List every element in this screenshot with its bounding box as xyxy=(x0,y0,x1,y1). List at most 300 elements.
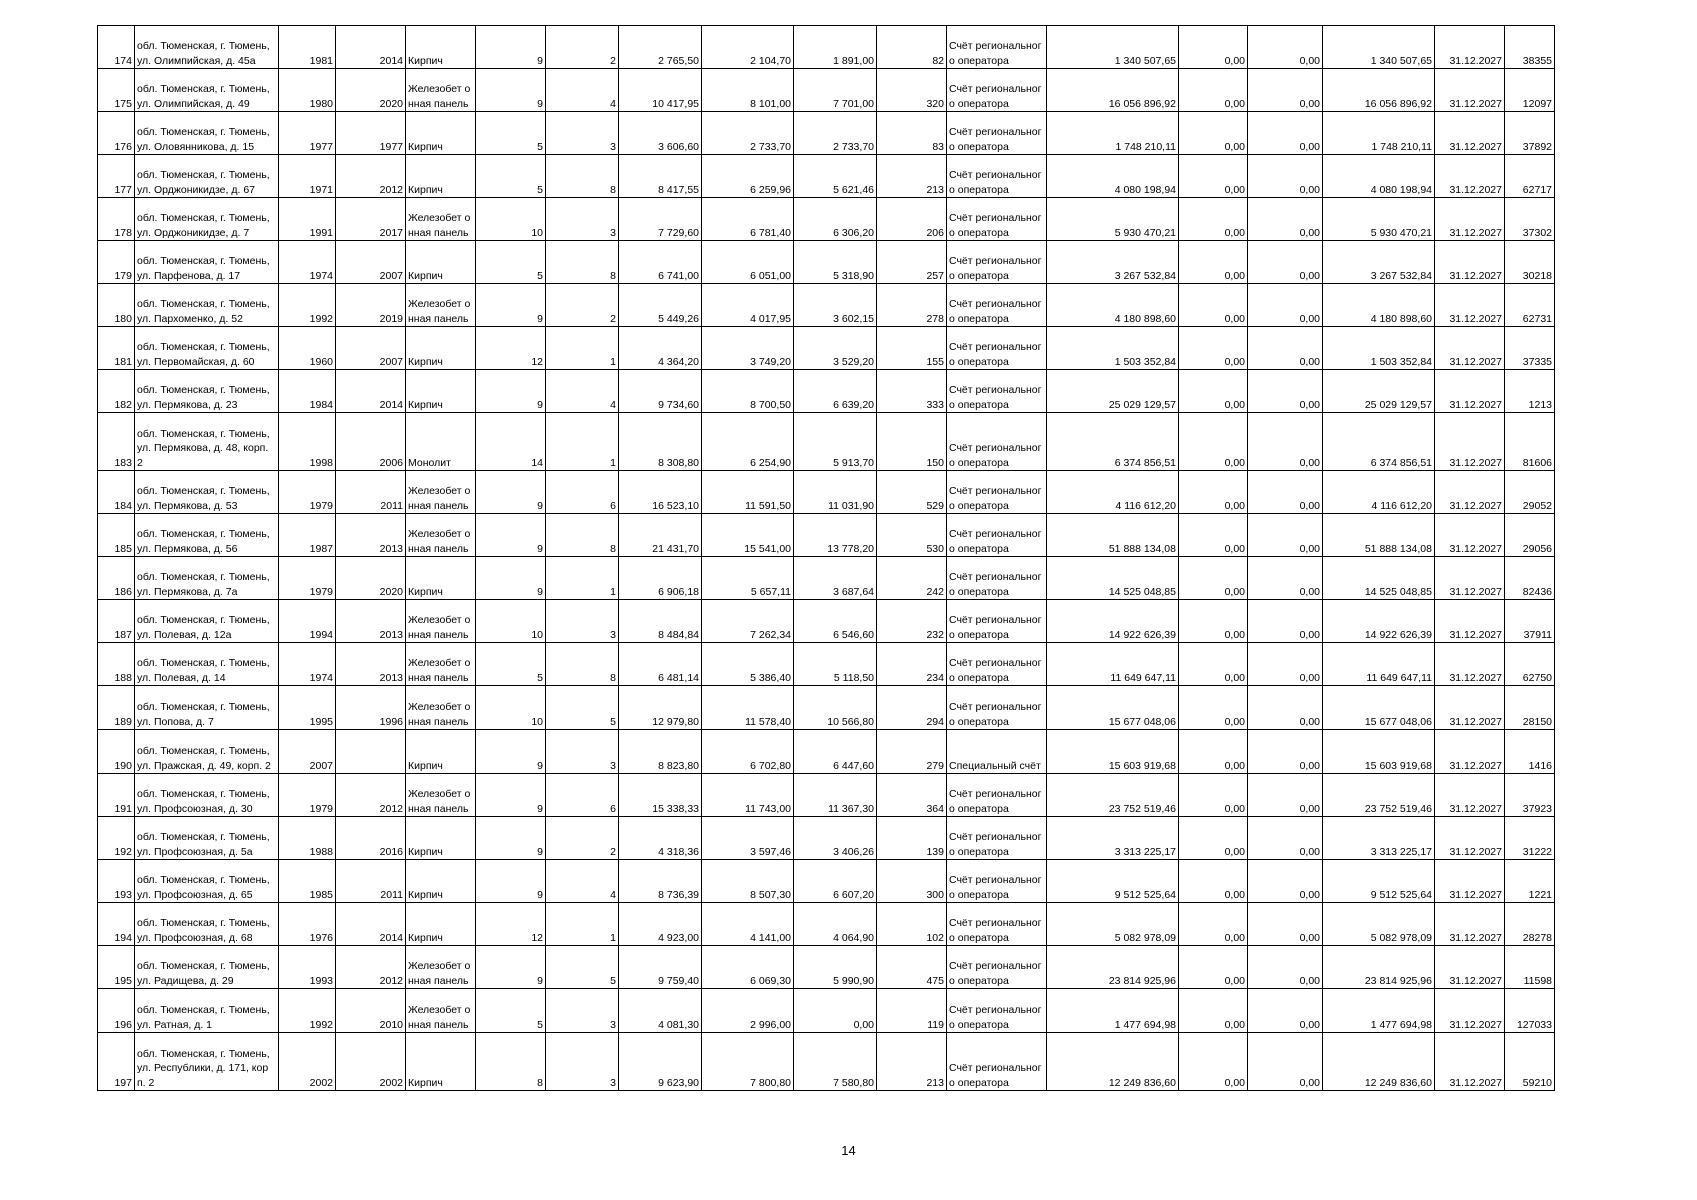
cell-deadline: 31.12.2027 xyxy=(1435,413,1505,471)
cell-repair-year: 2012 xyxy=(336,946,406,989)
cell-total-cost: 6 374 856,51 xyxy=(1047,413,1179,471)
cell-total-area: 6 741,00 xyxy=(619,241,702,284)
cell-living-area: 5 386,40 xyxy=(702,643,794,686)
cell-total-area: 3 606,60 xyxy=(619,112,702,155)
cell-owner-cost: 4 080 198,94 xyxy=(1323,155,1435,198)
cell-entrances: 1 xyxy=(546,903,619,946)
cell-fund-method: Счёт регионального оператора xyxy=(947,903,1047,946)
cell-residential-area: 3 602,15 xyxy=(794,284,877,327)
cell-entrances: 4 xyxy=(546,69,619,112)
cell-total-cost: 5 082 978,09 xyxy=(1047,903,1179,946)
cell-residential-area: 10 566,80 xyxy=(794,686,877,730)
cell-fund-cost: 0,00 xyxy=(1179,69,1248,112)
cell-deadline: 31.12.2027 xyxy=(1435,327,1505,370)
cell-living-area: 4 141,00 xyxy=(702,903,794,946)
cell-living-area: 2 733,70 xyxy=(702,112,794,155)
cell-row-number: 188 xyxy=(98,643,135,686)
cell-deadline: 31.12.2027 xyxy=(1435,600,1505,643)
table-row xyxy=(98,1033,1555,1091)
cell-house-id: 28150 xyxy=(1505,686,1555,730)
cell-build-year: 1994 xyxy=(279,600,336,643)
cell-wall-material: Кирпич xyxy=(406,903,476,946)
cell-wall-material: Железобет онная панель xyxy=(406,471,476,514)
cell-total-area: 8 308,80 xyxy=(619,413,702,471)
cell-address: обл. Тюменская, г. Тюмень, ул. Профсоюзная, д. 68 xyxy=(135,903,279,946)
cell-total-area: 9 759,40 xyxy=(619,946,702,989)
cell-total-cost: 1 340 507,65 xyxy=(1047,26,1179,69)
cell-residents: 206 xyxy=(877,198,947,241)
cell-living-area: 8 700,50 xyxy=(702,370,794,413)
cell-entrances: 8 xyxy=(546,241,619,284)
cell-floors: 5 xyxy=(476,155,546,198)
cell-other-cost: 0,00 xyxy=(1248,989,1323,1033)
cell-owner-cost: 5 082 978,09 xyxy=(1323,903,1435,946)
cell-residential-area: 6 546,60 xyxy=(794,600,877,643)
cell-house-id: 12097 xyxy=(1505,69,1555,112)
cell-living-area: 6 254,90 xyxy=(702,413,794,471)
cell-total-area: 4 364,20 xyxy=(619,327,702,370)
cell-wall-material: Кирпич xyxy=(406,155,476,198)
table-row xyxy=(98,69,1555,112)
cell-living-area: 6 702,80 xyxy=(702,730,794,774)
cell-residential-area: 6 639,20 xyxy=(794,370,877,413)
cell-house-id: 82436 xyxy=(1505,557,1555,600)
cell-row-number: 180 xyxy=(98,284,135,327)
cell-owner-cost: 1 748 210,11 xyxy=(1323,112,1435,155)
cell-total-area: 10 417,95 xyxy=(619,69,702,112)
cell-residential-area: 5 990,90 xyxy=(794,946,877,989)
cell-other-cost: 0,00 xyxy=(1248,198,1323,241)
cell-address: обл. Тюменская, г. Тюмень, ул. Пермякова, д. 53 xyxy=(135,471,279,514)
housing-register-table xyxy=(97,25,1555,1091)
cell-deadline: 31.12.2027 xyxy=(1435,198,1505,241)
cell-fund-method: Счёт регионального оператора xyxy=(947,946,1047,989)
cell-house-id: 81606 xyxy=(1505,413,1555,471)
cell-entrances: 6 xyxy=(546,471,619,514)
cell-build-year: 2007 xyxy=(279,730,336,774)
cell-repair-year: 2011 xyxy=(336,471,406,514)
cell-fund-method: Счёт регионального оператора xyxy=(947,514,1047,557)
cell-fund-method: Счёт регионального оператора xyxy=(947,155,1047,198)
cell-wall-material: Железобет онная панель xyxy=(406,69,476,112)
cell-residents: 213 xyxy=(877,1033,947,1091)
cell-address: обл. Тюменская, г. Тюмень, ул. Орджоникидзе, д. 7 xyxy=(135,198,279,241)
cell-address: обл. Тюменская, г. Тюмень, ул. Полевая, д. 12а xyxy=(135,600,279,643)
cell-address: обл. Тюменская, г. Тюмень, ул. Парфенова, д. 17 xyxy=(135,241,279,284)
cell-wall-material: Кирпич xyxy=(406,370,476,413)
table-row xyxy=(98,471,1555,514)
table-row xyxy=(98,26,1555,69)
cell-living-area: 2 104,70 xyxy=(702,26,794,69)
cell-row-number: 186 xyxy=(98,557,135,600)
table-row xyxy=(98,557,1555,600)
table-body xyxy=(98,26,1555,1091)
cell-entrances: 6 xyxy=(546,774,619,817)
cell-fund-cost: 0,00 xyxy=(1179,198,1248,241)
cell-repair-year: 2014 xyxy=(336,370,406,413)
cell-residents: 234 xyxy=(877,643,947,686)
cell-entrances: 2 xyxy=(546,817,619,860)
cell-deadline: 31.12.2027 xyxy=(1435,557,1505,600)
cell-address: обл. Тюменская, г. Тюмень, ул. Республики, д. 171, корп. 2 xyxy=(135,1033,279,1091)
cell-repair-year xyxy=(336,730,406,774)
cell-residents: 139 xyxy=(877,817,947,860)
cell-wall-material: Железобет онная панель xyxy=(406,198,476,241)
cell-floors: 9 xyxy=(476,69,546,112)
cell-entrances: 4 xyxy=(546,370,619,413)
cell-owner-cost: 1 340 507,65 xyxy=(1323,26,1435,69)
cell-total-area: 6 481,14 xyxy=(619,643,702,686)
cell-floors: 9 xyxy=(476,774,546,817)
table-row xyxy=(98,600,1555,643)
cell-other-cost: 0,00 xyxy=(1248,471,1323,514)
cell-floors: 10 xyxy=(476,198,546,241)
cell-deadline: 31.12.2027 xyxy=(1435,370,1505,413)
cell-total-cost: 12 249 836,60 xyxy=(1047,1033,1179,1091)
cell-other-cost: 0,00 xyxy=(1248,600,1323,643)
cell-residents: 83 xyxy=(877,112,947,155)
cell-repair-year: 2002 xyxy=(336,1033,406,1091)
cell-wall-material: Железобет онная панель xyxy=(406,989,476,1033)
cell-residential-area: 11 367,30 xyxy=(794,774,877,817)
cell-owner-cost: 1 477 694,98 xyxy=(1323,989,1435,1033)
cell-floors: 9 xyxy=(476,471,546,514)
cell-fund-cost: 0,00 xyxy=(1179,643,1248,686)
cell-other-cost: 0,00 xyxy=(1248,155,1323,198)
cell-total-cost: 3 313 225,17 xyxy=(1047,817,1179,860)
cell-entrances: 2 xyxy=(546,284,619,327)
cell-address: обл. Тюменская, г. Тюмень, ул. Радищева, д. 29 xyxy=(135,946,279,989)
cell-floors: 14 xyxy=(476,413,546,471)
cell-fund-cost: 0,00 xyxy=(1179,860,1248,903)
cell-house-id: 1416 xyxy=(1505,730,1555,774)
cell-wall-material: Железобет онная панель xyxy=(406,643,476,686)
cell-build-year: 1974 xyxy=(279,643,336,686)
cell-residents: 150 xyxy=(877,413,947,471)
cell-repair-year: 2011 xyxy=(336,860,406,903)
cell-wall-material: Кирпич xyxy=(406,817,476,860)
cell-address: обл. Тюменская, г. Тюмень, ул. Профсоюзная, д. 30 xyxy=(135,774,279,817)
cell-residents: 257 xyxy=(877,241,947,284)
cell-other-cost: 0,00 xyxy=(1248,413,1323,471)
cell-other-cost: 0,00 xyxy=(1248,370,1323,413)
cell-build-year: 1979 xyxy=(279,471,336,514)
cell-total-cost: 11 649 647,11 xyxy=(1047,643,1179,686)
cell-total-area: 15 338,33 xyxy=(619,774,702,817)
cell-row-number: 194 xyxy=(98,903,135,946)
cell-total-area: 12 979,80 xyxy=(619,686,702,730)
cell-total-cost: 4 080 198,94 xyxy=(1047,155,1179,198)
cell-owner-cost: 25 029 129,57 xyxy=(1323,370,1435,413)
cell-wall-material: Монолит xyxy=(406,413,476,471)
cell-deadline: 31.12.2027 xyxy=(1435,774,1505,817)
cell-fund-method: Счёт регионального оператора xyxy=(947,860,1047,903)
cell-residential-area: 0,00 xyxy=(794,989,877,1033)
cell-deadline: 31.12.2027 xyxy=(1435,284,1505,327)
cell-entrances: 4 xyxy=(546,860,619,903)
cell-residential-area: 5 318,90 xyxy=(794,241,877,284)
cell-other-cost: 0,00 xyxy=(1248,327,1323,370)
cell-entrances: 1 xyxy=(546,557,619,600)
cell-floors: 5 xyxy=(476,112,546,155)
cell-residents: 279 xyxy=(877,730,947,774)
cell-fund-method: Счёт регионального оператора xyxy=(947,774,1047,817)
cell-fund-cost: 0,00 xyxy=(1179,946,1248,989)
cell-residential-area: 11 031,90 xyxy=(794,471,877,514)
table-row xyxy=(98,860,1555,903)
cell-total-area: 5 449,26 xyxy=(619,284,702,327)
cell-other-cost: 0,00 xyxy=(1248,284,1323,327)
cell-repair-year: 2013 xyxy=(336,514,406,557)
cell-house-id: 127033 xyxy=(1505,989,1555,1033)
cell-owner-cost: 1 503 352,84 xyxy=(1323,327,1435,370)
cell-living-area: 2 996,00 xyxy=(702,989,794,1033)
cell-repair-year: 2012 xyxy=(336,155,406,198)
cell-repair-year: 1977 xyxy=(336,112,406,155)
cell-fund-method: Счёт регионального оператора xyxy=(947,370,1047,413)
cell-owner-cost: 3 313 225,17 xyxy=(1323,817,1435,860)
cell-build-year: 1998 xyxy=(279,413,336,471)
cell-build-year: 1995 xyxy=(279,686,336,730)
cell-residential-area: 7 580,80 xyxy=(794,1033,877,1091)
cell-total-area: 9 734,60 xyxy=(619,370,702,413)
cell-row-number: 181 xyxy=(98,327,135,370)
cell-wall-material: Кирпич xyxy=(406,327,476,370)
cell-owner-cost: 6 374 856,51 xyxy=(1323,413,1435,471)
cell-house-id: 37302 xyxy=(1505,198,1555,241)
cell-repair-year: 2014 xyxy=(336,26,406,69)
cell-entrances: 3 xyxy=(546,1033,619,1091)
cell-total-area: 8 484,84 xyxy=(619,600,702,643)
cell-other-cost: 0,00 xyxy=(1248,26,1323,69)
cell-address: обл. Тюменская, г. Тюмень, ул. Орджоникидзе, д. 67 xyxy=(135,155,279,198)
cell-repair-year: 2012 xyxy=(336,774,406,817)
cell-total-area: 4 081,30 xyxy=(619,989,702,1033)
page-number: 14 xyxy=(841,1143,856,1158)
cell-address: обл. Тюменская, г. Тюмень, ул. Пермякова, д. 7а xyxy=(135,557,279,600)
cell-living-area: 6 259,96 xyxy=(702,155,794,198)
cell-fund-cost: 0,00 xyxy=(1179,370,1248,413)
cell-owner-cost: 3 267 532,84 xyxy=(1323,241,1435,284)
cell-other-cost: 0,00 xyxy=(1248,686,1323,730)
table-row xyxy=(98,817,1555,860)
cell-house-id: 37911 xyxy=(1505,600,1555,643)
cell-total-area: 4 923,00 xyxy=(619,903,702,946)
cell-address: обл. Тюменская, г. Тюмень, ул. Пермякова, д. 23 xyxy=(135,370,279,413)
cell-living-area: 15 541,00 xyxy=(702,514,794,557)
cell-wall-material: Железобет онная панель xyxy=(406,600,476,643)
cell-fund-method: Счёт регионального оператора xyxy=(947,1033,1047,1091)
cell-total-cost: 4 116 612,20 xyxy=(1047,471,1179,514)
cell-house-id: 31222 xyxy=(1505,817,1555,860)
cell-row-number: 187 xyxy=(98,600,135,643)
cell-fund-method: Счёт регионального оператора xyxy=(947,26,1047,69)
cell-address: обл. Тюменская, г. Тюмень, ул. Профсоюзная, д. 5а xyxy=(135,817,279,860)
cell-total-area: 21 431,70 xyxy=(619,514,702,557)
cell-fund-cost: 0,00 xyxy=(1179,514,1248,557)
cell-living-area: 3 749,20 xyxy=(702,327,794,370)
cell-floors: 5 xyxy=(476,241,546,284)
cell-row-number: 175 xyxy=(98,69,135,112)
cell-entrances: 8 xyxy=(546,643,619,686)
cell-other-cost: 0,00 xyxy=(1248,774,1323,817)
cell-house-id: 62750 xyxy=(1505,643,1555,686)
cell-repair-year: 2007 xyxy=(336,327,406,370)
cell-address: обл. Тюменская, г. Тюмень, ул. Профсоюзная, д. 65 xyxy=(135,860,279,903)
cell-owner-cost: 4 180 898,60 xyxy=(1323,284,1435,327)
cell-other-cost: 0,00 xyxy=(1248,860,1323,903)
cell-house-id: 62717 xyxy=(1505,155,1555,198)
cell-floors: 12 xyxy=(476,903,546,946)
table-row xyxy=(98,989,1555,1033)
cell-wall-material: Железобет онная панель xyxy=(406,946,476,989)
cell-owner-cost: 51 888 134,08 xyxy=(1323,514,1435,557)
cell-living-area: 3 597,46 xyxy=(702,817,794,860)
cell-row-number: 178 xyxy=(98,198,135,241)
cell-residents: 294 xyxy=(877,686,947,730)
cell-address: обл. Тюменская, г. Тюмень, ул. Пермякова, д. 48, корп. 2 xyxy=(135,413,279,471)
cell-other-cost: 0,00 xyxy=(1248,241,1323,284)
cell-residential-area: 13 778,20 xyxy=(794,514,877,557)
cell-house-id: 62731 xyxy=(1505,284,1555,327)
cell-residential-area: 1 891,00 xyxy=(794,26,877,69)
cell-residents: 155 xyxy=(877,327,947,370)
cell-residents: 333 xyxy=(877,370,947,413)
cell-residents: 278 xyxy=(877,284,947,327)
cell-deadline: 31.12.2027 xyxy=(1435,26,1505,69)
cell-address: обл. Тюменская, г. Тюмень, ул. Пархоменко, д. 52 xyxy=(135,284,279,327)
cell-other-cost: 0,00 xyxy=(1248,643,1323,686)
cell-owner-cost: 23 752 519,46 xyxy=(1323,774,1435,817)
cell-row-number: 174 xyxy=(98,26,135,69)
cell-fund-cost: 0,00 xyxy=(1179,155,1248,198)
cell-house-id: 29056 xyxy=(1505,514,1555,557)
cell-residential-area: 5 913,70 xyxy=(794,413,877,471)
cell-address: обл. Тюменская, г. Тюмень, ул. Пермякова, д. 56 xyxy=(135,514,279,557)
cell-build-year: 1991 xyxy=(279,198,336,241)
cell-fund-method: Счёт регионального оператора xyxy=(947,989,1047,1033)
cell-repair-year: 2016 xyxy=(336,817,406,860)
cell-build-year: 1971 xyxy=(279,155,336,198)
cell-total-area: 9 623,90 xyxy=(619,1033,702,1091)
cell-residents: 364 xyxy=(877,774,947,817)
cell-total-cost: 1 477 694,98 xyxy=(1047,989,1179,1033)
cell-floors: 9 xyxy=(476,557,546,600)
cell-total-cost: 51 888 134,08 xyxy=(1047,514,1179,557)
cell-build-year: 1979 xyxy=(279,557,336,600)
cell-living-area: 7 262,34 xyxy=(702,600,794,643)
cell-house-id: 38355 xyxy=(1505,26,1555,69)
cell-living-area: 6 051,00 xyxy=(702,241,794,284)
cell-residential-area: 3 687,64 xyxy=(794,557,877,600)
cell-residential-area: 6 607,20 xyxy=(794,860,877,903)
cell-build-year: 2002 xyxy=(279,1033,336,1091)
cell-other-cost: 0,00 xyxy=(1248,903,1323,946)
cell-fund-cost: 0,00 xyxy=(1179,557,1248,600)
cell-living-area: 7 800,80 xyxy=(702,1033,794,1091)
cell-residents: 242 xyxy=(877,557,947,600)
cell-total-area: 4 318,36 xyxy=(619,817,702,860)
cell-fund-method: Счёт регионального оператора xyxy=(947,198,1047,241)
cell-fund-cost: 0,00 xyxy=(1179,1033,1248,1091)
cell-fund-method: Счёт регионального оператора xyxy=(947,600,1047,643)
cell-other-cost: 0,00 xyxy=(1248,1033,1323,1091)
cell-build-year: 1960 xyxy=(279,327,336,370)
cell-deadline: 31.12.2027 xyxy=(1435,686,1505,730)
table-row xyxy=(98,198,1555,241)
cell-deadline: 31.12.2027 xyxy=(1435,514,1505,557)
cell-floors: 5 xyxy=(476,643,546,686)
cell-living-area: 11 743,00 xyxy=(702,774,794,817)
table-row xyxy=(98,327,1555,370)
cell-floors: 10 xyxy=(476,600,546,643)
cell-fund-method: Счёт регионального оператора xyxy=(947,241,1047,284)
cell-residential-area: 6 306,20 xyxy=(794,198,877,241)
cell-entrances: 3 xyxy=(546,989,619,1033)
cell-fund-method: Счёт регионального оператора xyxy=(947,413,1047,471)
cell-residential-area: 3 529,20 xyxy=(794,327,877,370)
table-row xyxy=(98,514,1555,557)
cell-wall-material: Железобет онная панель xyxy=(406,284,476,327)
cell-repair-year: 1996 xyxy=(336,686,406,730)
cell-house-id: 1221 xyxy=(1505,860,1555,903)
cell-residents: 119 xyxy=(877,989,947,1033)
cell-owner-cost: 11 649 647,11 xyxy=(1323,643,1435,686)
cell-total-area: 8 823,80 xyxy=(619,730,702,774)
cell-floors: 9 xyxy=(476,817,546,860)
cell-floors: 9 xyxy=(476,860,546,903)
cell-total-cost: 23 752 519,46 xyxy=(1047,774,1179,817)
cell-fund-method: Счёт регионального оператора xyxy=(947,817,1047,860)
cell-repair-year: 2007 xyxy=(336,241,406,284)
cell-owner-cost: 16 056 896,92 xyxy=(1323,69,1435,112)
cell-residents: 300 xyxy=(877,860,947,903)
cell-fund-method: Счёт регионального оператора xyxy=(947,643,1047,686)
cell-residents: 82 xyxy=(877,26,947,69)
cell-build-year: 1988 xyxy=(279,817,336,860)
cell-address: обл. Тюменская, г. Тюмень, ул. Попова, д. 7 xyxy=(135,686,279,730)
cell-deadline: 31.12.2027 xyxy=(1435,817,1505,860)
cell-address: обл. Тюменская, г. Тюмень, ул. Первомайская, д. 60 xyxy=(135,327,279,370)
cell-floors: 12 xyxy=(476,327,546,370)
cell-wall-material: Кирпич xyxy=(406,241,476,284)
cell-floors: 9 xyxy=(476,514,546,557)
cell-fund-method: Счёт регионального оператора xyxy=(947,112,1047,155)
table-row xyxy=(98,370,1555,413)
cell-other-cost: 0,00 xyxy=(1248,69,1323,112)
cell-fund-cost: 0,00 xyxy=(1179,26,1248,69)
cell-fund-cost: 0,00 xyxy=(1179,600,1248,643)
cell-repair-year: 2010 xyxy=(336,989,406,1033)
cell-total-cost: 5 930 470,21 xyxy=(1047,198,1179,241)
cell-wall-material: Кирпич xyxy=(406,1033,476,1091)
cell-total-area: 16 523,10 xyxy=(619,471,702,514)
cell-owner-cost: 9 512 525,64 xyxy=(1323,860,1435,903)
cell-residential-area: 5 118,50 xyxy=(794,643,877,686)
table-row xyxy=(98,730,1555,774)
cell-total-cost: 4 180 898,60 xyxy=(1047,284,1179,327)
cell-deadline: 31.12.2027 xyxy=(1435,155,1505,198)
cell-fund-cost: 0,00 xyxy=(1179,112,1248,155)
cell-floors: 9 xyxy=(476,946,546,989)
cell-owner-cost: 4 116 612,20 xyxy=(1323,471,1435,514)
cell-fund-cost: 0,00 xyxy=(1179,413,1248,471)
cell-other-cost: 0,00 xyxy=(1248,946,1323,989)
cell-repair-year: 2014 xyxy=(336,903,406,946)
cell-residents: 529 xyxy=(877,471,947,514)
cell-wall-material: Железобет онная панель xyxy=(406,774,476,817)
cell-house-id: 28278 xyxy=(1505,903,1555,946)
